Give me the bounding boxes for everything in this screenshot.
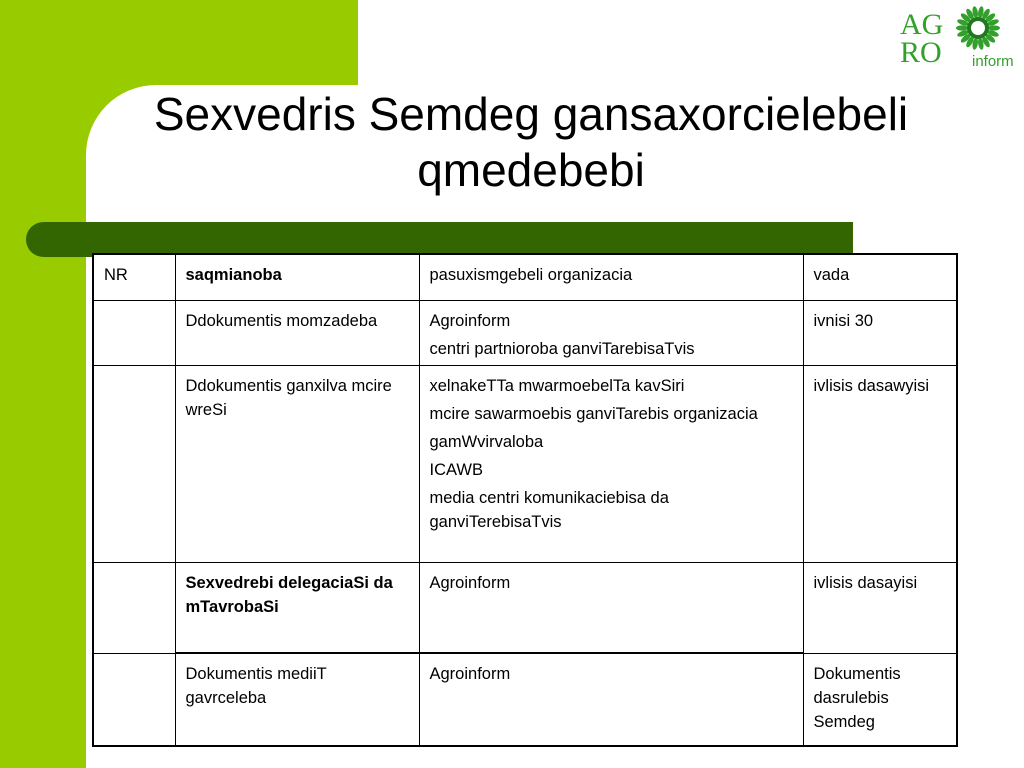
slide-title <box>86 86 976 198</box>
row-nr <box>93 562 175 653</box>
slide-title-line-2: qmedebebi <box>417 144 645 196</box>
sunflower-petal <box>988 25 1000 30</box>
row-activity: Dokumentis mediiT gavrceleba <box>175 653 419 746</box>
responsible-org: Agroinform <box>429 665 511 683</box>
header-activity: saqmianoba <box>175 254 419 300</box>
logo-text-ro: RO <box>900 36 942 69</box>
row-activity: Ddokumentis ganxilva mcire wreSi <box>175 365 419 562</box>
responsible-org: media centri komunikaciebisa da ganviTerebisaTvis <box>429 488 669 531</box>
header-nr: NR <box>93 254 175 300</box>
header-deadline: vada <box>803 254 957 300</box>
responsible-org: Agroinform <box>429 311 511 330</box>
table-header-row <box>93 254 957 300</box>
logo-text-ag: AG <box>900 8 944 41</box>
row-responsible <box>419 562 803 653</box>
sunflower-petal <box>956 25 968 30</box>
row-responsible <box>419 653 803 746</box>
row-nr <box>93 365 175 562</box>
responsible-org: centri partnioroba ganviTarebisaTvis <box>429 339 695 358</box>
logo-text-inform: inform <box>972 53 1014 70</box>
action-plan-table <box>92 253 958 747</box>
responsible-org: xelnakeTTa mwarmoebelTa kavSiri <box>429 376 685 395</box>
sunflower-icon <box>956 6 1000 50</box>
row-deadline: ivlisis dasawyisi <box>803 365 957 562</box>
row-activity: Ddokumentis momzadeba <box>175 300 419 365</box>
responsible-org: mcire sawarmoebis ganviTarebis organizacia <box>429 404 758 423</box>
header-responsible: pasuxismgebeli organizacia <box>419 254 803 300</box>
title-divider-bar <box>26 222 853 257</box>
table-row <box>93 300 957 365</box>
row-responsible <box>419 300 803 365</box>
row-nr <box>93 653 175 746</box>
row-deadline: Dokumentis dasrulebis Semdeg <box>803 653 957 746</box>
row-deadline: ivlisis dasayisi <box>803 562 957 653</box>
responsible-org: Agroinform <box>429 573 511 592</box>
row-activity: Sexvedrebi delegaciaSi da mTavrobaSi <box>175 562 419 653</box>
responsible-org: ICAWB <box>429 460 483 479</box>
row-deadline: ivnisi 30 <box>803 300 957 365</box>
agroinform-logo <box>898 4 1022 70</box>
row-nr <box>93 300 175 365</box>
slide-title-line-1: Sexvedris Semdeg gansaxorcielebeli <box>153 88 909 140</box>
table-row <box>93 653 957 746</box>
responsible-org: gamWvirvaloba <box>429 432 544 451</box>
table-row <box>93 365 957 562</box>
table-row <box>93 562 957 653</box>
row-responsible <box>419 365 803 562</box>
